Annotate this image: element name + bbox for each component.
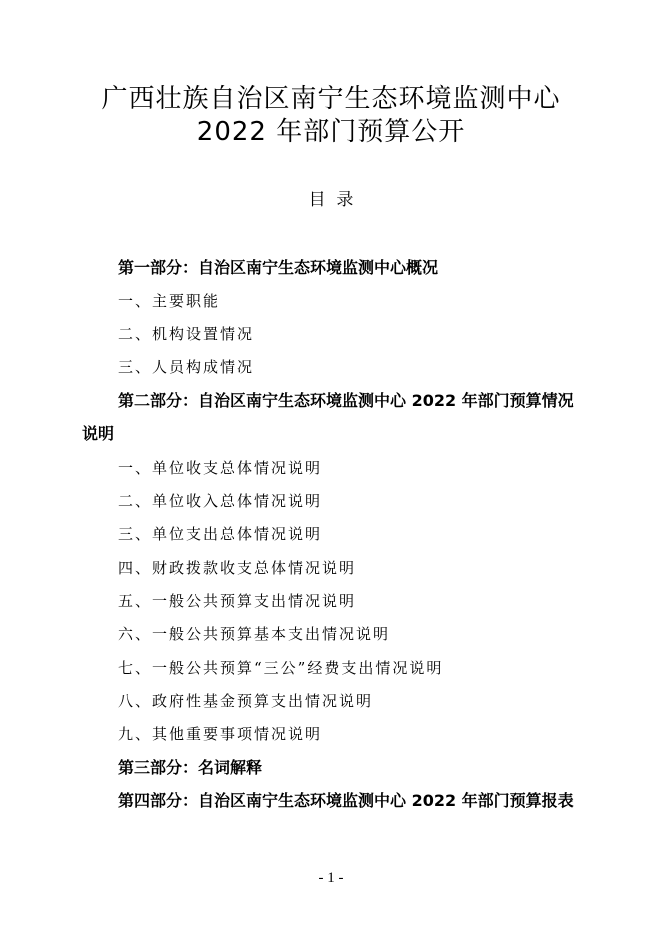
toc-item-2-6[interactable]: 六、一般公共预算基本支出情况说明 <box>118 625 391 643</box>
toc-item-2-4[interactable]: 四、财政拨款收支总体情况说明 <box>118 559 357 577</box>
page-number: - 1 - <box>318 870 344 886</box>
toc-part-4[interactable]: 第四部分：自治区南宁生态环境监测中心 2022 年部门预算报表 <box>118 791 574 810</box>
toc-part-3[interactable]: 第三部分：名词解释 <box>118 758 263 777</box>
toc-heading: 目 录 <box>308 190 354 210</box>
toc-item-2-5[interactable]: 五、一般公共预算支出情况说明 <box>118 592 357 610</box>
toc-item-1-1[interactable]: 一、主要职能 <box>118 292 221 310</box>
toc-item-1-3[interactable]: 三、人员构成情况 <box>118 358 255 376</box>
toc-item-2-3[interactable]: 三、单位支出总体情况说明 <box>118 525 323 543</box>
document-title-line1: 广西壮族自治区南宁生态环境监测中心 <box>101 84 561 114</box>
toc-part-1[interactable]: 第一部分：自治区南宁生态环境监测中心概况 <box>118 258 439 277</box>
toc-item-2-2[interactable]: 二、单位收入总体情况说明 <box>118 492 323 510</box>
toc-part-2-continued[interactable]: 说明 <box>82 424 115 443</box>
toc-item-2-8[interactable]: 八、政府性基金预算支出情况说明 <box>118 692 374 710</box>
toc-item-1-2[interactable]: 二、机构设置情况 <box>118 325 255 343</box>
toc-item-2-7[interactable]: 七、一般公共预算“三公”经费支出情况说明 <box>118 659 444 677</box>
toc-item-2-9[interactable]: 九、其他重要事项情况说明 <box>118 725 323 743</box>
document-title-line2: 2022 年部门预算公开 <box>196 117 466 147</box>
toc-part-2[interactable]: 第二部分：自治区南宁生态环境监测中心 2022 年部门预算情况 <box>118 391 574 410</box>
toc-item-2-1[interactable]: 一、单位收支总体情况说明 <box>118 459 323 477</box>
